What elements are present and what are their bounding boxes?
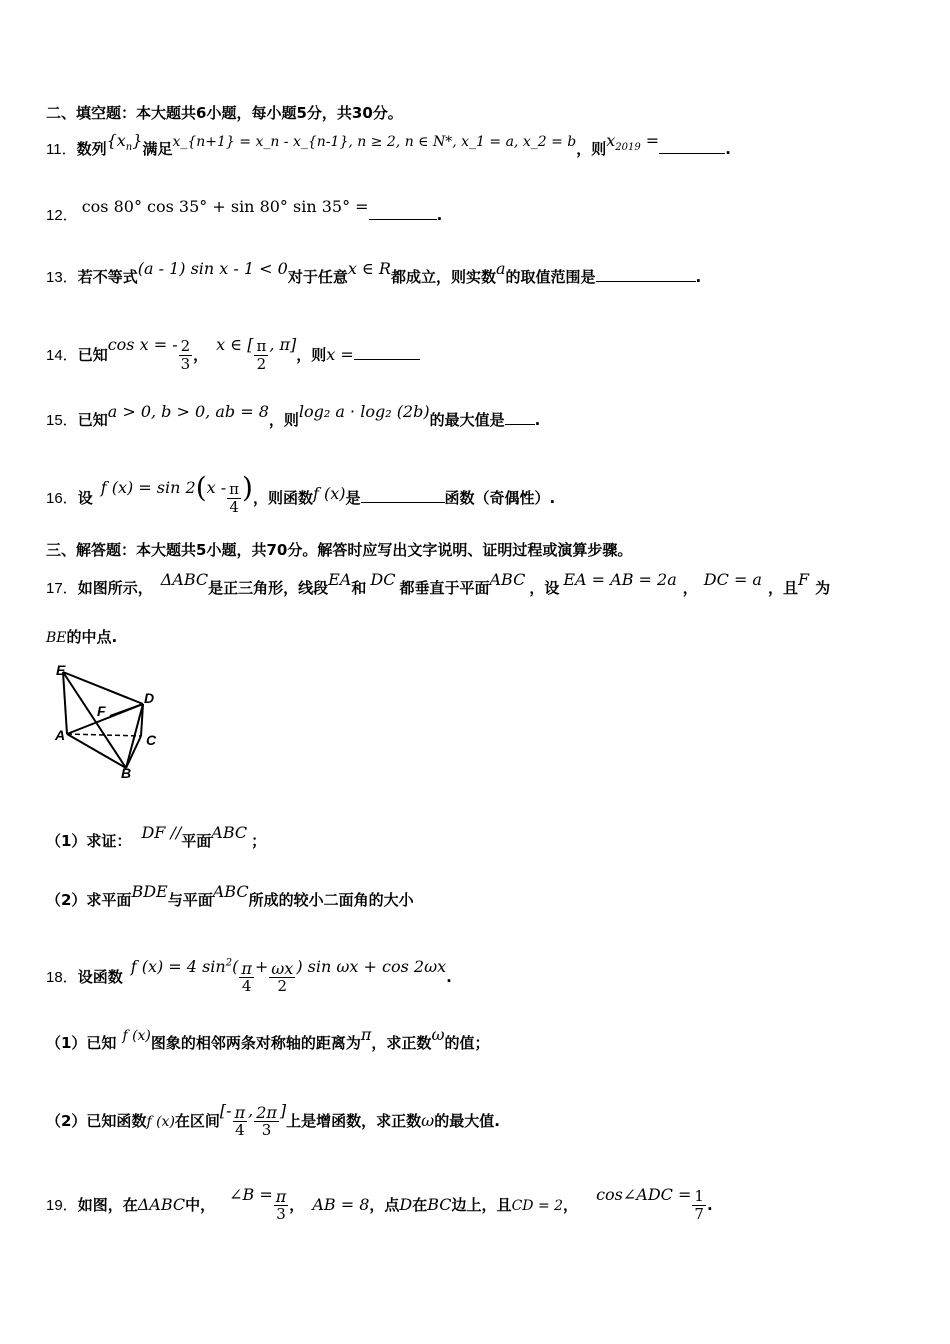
question-13: 13．若不等式(a - 1) sin x - 1 < 0对于任意x ∈ R都成立，则实数a的取值范围是 .: [46, 259, 702, 286]
point-b-label: B: [121, 765, 132, 781]
geometry-figure: [48, 660, 168, 785]
question-11: 11．数列$\{x_n\}$满足x_{n+1} = x_n - x_{n-1}, n ≥ 2, n ∈ N*, x_1 = a, x_2 = b，则$x_{2019}$ = .: [46, 131, 731, 158]
section-heading-solve: 三、解答题：本大题共5小题，共70分。解答时应写出文字说明、证明过程或演算步骤。: [46, 541, 633, 559]
fraction-omega-x-2: $\frac{\omega x}{2}$: [271, 959, 294, 995]
answer-blank: [596, 267, 696, 282]
point-f-label: F: [97, 703, 106, 719]
answer-blank: [659, 139, 725, 154]
question-18-part-2: （2）已知函数f (x)在区间[- $\frac{\pi}{4}$ , $\frac{2\pi}{3}$ ]上是增函数，求正数ω的最大值.: [46, 1101, 500, 1139]
question-17-part-1: （1）求证： DF //平面ABC ；: [46, 823, 267, 850]
question-17-line-2: BE的中点.: [46, 628, 118, 646]
section-heading-fill-in: 二、填空题：本大题共6小题，每小题5分，共30分。: [46, 104, 403, 122]
question-17-part-2: （2）求平面BDE与平面ABC所成的较小二面角的大小: [46, 882, 414, 909]
answer-blank: [354, 345, 420, 360]
question-18-part-1: （1）已知 f (x)图象的相邻两条对称轴的距离为π，求正数ω的值；: [46, 1025, 490, 1052]
point-d-label: D: [144, 690, 155, 706]
point-e-label: E: [56, 662, 66, 678]
fraction-pi-4: $\frac{\pi}{4}$: [234, 1103, 246, 1139]
fraction-2pi-3: $\frac{2\pi}{3}$: [256, 1103, 277, 1139]
fraction-pi-4: $\frac{\pi}{4}$: [241, 959, 252, 995]
question-19: 19．如图，在ΔABC中，∠B = $\frac{\pi}{3}$ ， AB = 8，点D在BC边上，且CD = 2，cos∠ADC = $\frac{1}{7}$ .: [46, 1185, 713, 1223]
edge-fd: [110, 704, 143, 716]
fraction-pi-3: $\frac{\pi}{3}$: [275, 1187, 287, 1223]
question-16: 16．设f (x) = sin 2(x - $\frac{\pi}{4}$ )，则函数f (x)是 函数（奇偶性）.: [46, 471, 556, 516]
fraction-2-3: $\frac{2}{3}$: [180, 337, 191, 373]
edge-eb: [63, 672, 126, 768]
question-14: 14．已知cos x = - $\frac{2}{3}$ ，x ∈ [ $\frac{\pi}{2}$ , π]，则x =: [46, 338, 906, 373]
fraction-1-7: $\frac{1}{7}$: [694, 1187, 704, 1223]
fraction-pi-2: $\frac{\pi}{2}$: [256, 337, 267, 373]
answer-blank: [361, 488, 445, 503]
edge-ea: [63, 672, 67, 734]
question-12: 12． cos 80° cos 35° + sin 80° sin 35° = .: [46, 197, 443, 224]
question-17: 17．如图所示， ΔABC是正三角形，线段EA和 DC 都垂直于平面ABC ，设 EA = AB = 2a ， DC = a ，且F 为: [46, 570, 831, 597]
answer-blank: [369, 205, 437, 220]
point-a-label: A: [55, 727, 66, 743]
fraction-pi-4: $\frac{\pi}{4}$: [229, 480, 240, 516]
answer-blank: [505, 410, 535, 425]
question-18: 18．设函数f (x) = 4 $\sin^2$( $\frac{\pi}{4}$ + $\frac{\omega x}{2}$ ) sin ωx + cos 2ωx.: [46, 957, 452, 995]
point-c-label: C: [146, 732, 157, 748]
question-15: 15．已知a > 0, b > 0, ab = 8，则log₂ a · log₂ (2b)的最大值是 .: [46, 402, 541, 429]
edge-ab: [67, 734, 126, 768]
edge-ed: [63, 672, 143, 704]
